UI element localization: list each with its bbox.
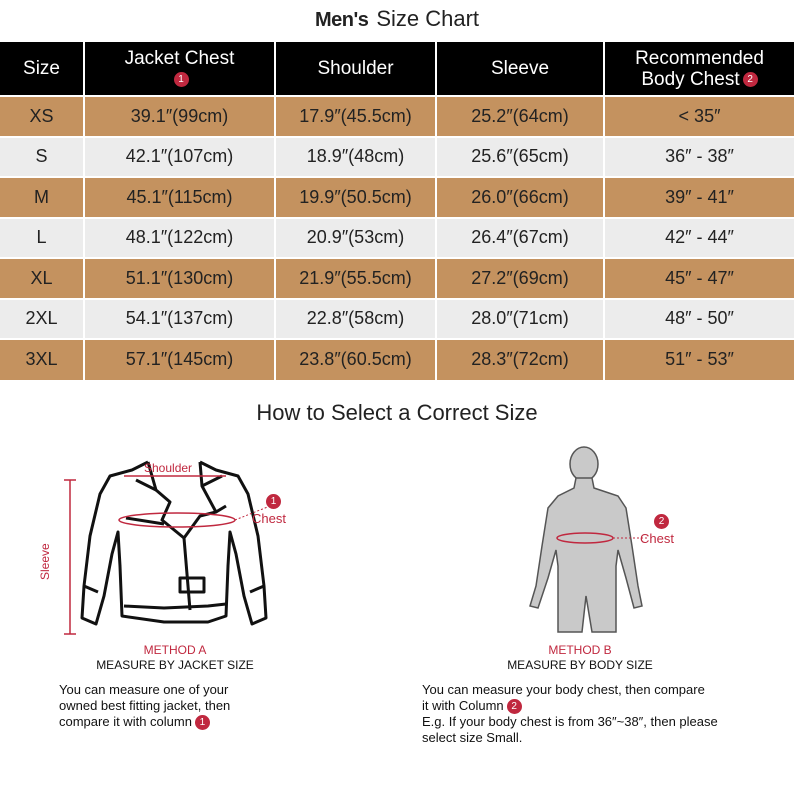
cell-body: 39″ - 41″ [604,177,794,218]
cell-chest: 39.1″(99cm) [84,96,275,137]
cell-body: 42″ - 44″ [604,218,794,259]
cell-body: 48″ - 50″ [604,299,794,340]
cell-sleeve: 26.4″(67cm) [436,218,604,259]
jacket-outline [82,462,266,624]
cell-shoulder: 17.9″(45.5cm) [275,96,436,137]
brand-name: Men's [314,9,369,31]
method-a-description: You can measure one of your owned best fitting jacket, then compare it with column 1 [59,682,231,729]
cell-sleeve: 26.0″(66cm) [436,177,604,218]
method-b-description: You can measure your body chest, then compare it with Column 2 E.g. If your body chest is from 36″~38″, then please select size Small. [422,682,718,746]
method-a-title: MEASURE BY JACKET SIZE [96,658,254,672]
table-row [0,177,794,218]
jacket-illustration [40,446,320,646]
chest-figure-badge-1: 1 [266,494,281,509]
cell-shoulder: 23.8″(60.5cm) [275,339,436,380]
cell-shoulder: 22.8″(58cm) [275,299,436,340]
col-header-sleeve: Sleeve [436,42,604,96]
cell-size: M [0,177,84,218]
cell-shoulder: 19.9″(50.5cm) [275,177,436,218]
cell-sleeve: 25.6″(65cm) [436,137,604,178]
cell-body: 45″ - 47″ [604,258,794,299]
cell-chest: 51.1″(130cm) [84,258,275,299]
table-row [0,218,794,259]
cell-shoulder: 21.9″(55.5cm) [275,258,436,299]
column-badge-1: 1 [174,72,189,87]
cell-chest: 45.1″(115cm) [84,177,275,218]
table-row [0,339,794,380]
table-row [0,299,794,340]
table-row [0,137,794,178]
shoulder-label: Shoulder [144,461,193,475]
cell-shoulder: 20.9″(53cm) [275,218,436,259]
column-badge-2: 2 [743,72,758,87]
method-b-title: MEASURE BY BODY SIZE [507,658,653,672]
body-silhouette [530,447,642,632]
body-illustration [500,446,700,646]
cell-size: XL [0,258,84,299]
chest-figure-badge-2: 2 [654,514,669,529]
method-a-label: METHOD A [143,643,207,657]
col-header-size: Size [0,42,84,96]
method-a-badge: 1 [195,715,210,730]
cell-size: S [0,137,84,178]
cell-chest: 57.1″(145cm) [84,339,275,380]
cell-shoulder: 18.9″(48cm) [275,137,436,178]
cell-sleeve: 28.0″(71cm) [436,299,604,340]
page-title [0,6,794,38]
cell-sleeve: 27.2″(69cm) [436,258,604,299]
chest-label-a: Chest [252,511,286,526]
table-row [0,96,794,137]
cell-size: 3XL [0,339,84,380]
method-b-label: METHOD B [548,643,612,657]
cell-size: L [0,218,84,259]
size-chart-table [0,42,794,380]
cell-sleeve: 25.2″(64cm) [436,96,604,137]
cell-body: 36″ - 38″ [604,137,794,178]
chest-label-b: Chest [640,531,674,546]
title-text: Size Chart [376,6,480,31]
method-b-badge: 2 [507,699,522,714]
cell-size: 2XL [0,299,84,340]
col-header-jacket-chest: Jacket Chest 1 [84,42,275,96]
cell-sleeve: 28.3″(72cm) [436,339,604,380]
cell-size: XS [0,96,84,137]
section-title: How to Select a Correct Size [256,400,538,425]
col-header-shoulder: Shoulder [275,42,436,96]
cell-chest: 48.1″(122cm) [84,218,275,259]
cell-chest: 42.1″(107cm) [84,137,275,178]
table-row [0,258,794,299]
cell-body: 51″ - 53″ [604,339,794,380]
col-header-recommended-body-chest: Recommended Body Chest 2 [604,42,794,96]
table-header-row [0,42,794,96]
sleeve-label: Sleeve [38,543,52,580]
cell-body: < 35″ [604,96,794,137]
cell-chest: 54.1″(137cm) [84,299,275,340]
